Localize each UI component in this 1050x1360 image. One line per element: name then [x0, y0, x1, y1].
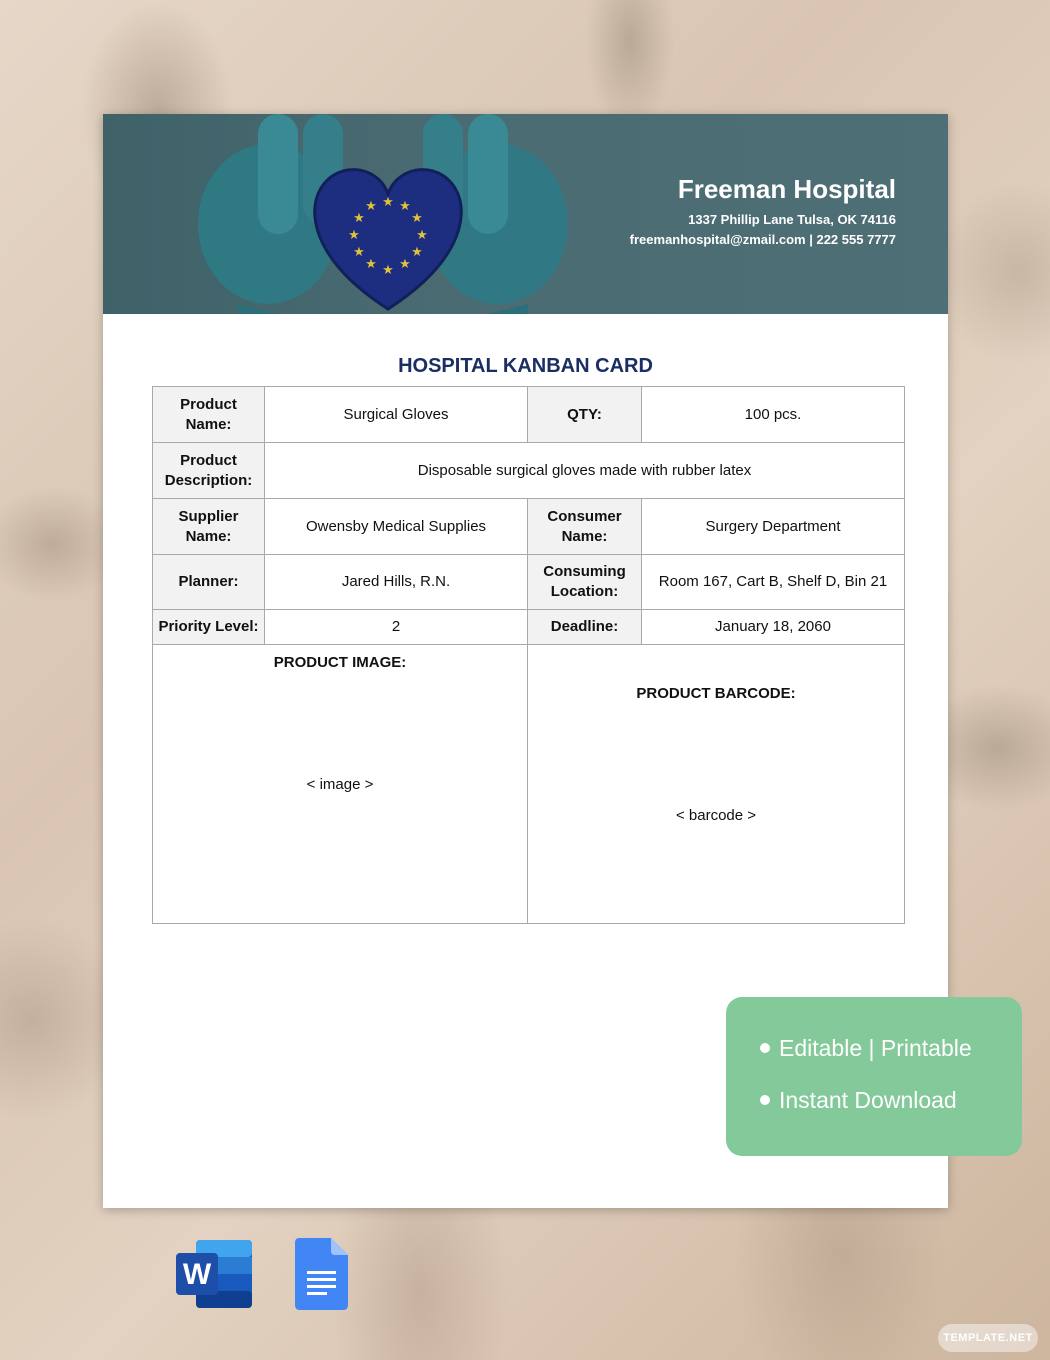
svg-text:★: ★: [365, 199, 377, 214]
planner-label: Planner:: [153, 555, 265, 610]
table-row: [153, 499, 905, 555]
svg-text:★: ★: [411, 211, 423, 226]
description-label: Product Description:: [153, 443, 265, 499]
features-badge: [726, 997, 1022, 1156]
product-name-label: Product Name:: [153, 387, 265, 443]
svg-text:★: ★: [399, 199, 411, 214]
svg-text:★: ★: [416, 228, 428, 243]
template-watermark: TEMPLATE.NET: [938, 1324, 1038, 1352]
svg-text:★: ★: [399, 257, 411, 272]
hospital-name: Freeman Hospital: [677, 174, 896, 204]
planner-value: Jared Hills, R.N.: [265, 555, 528, 610]
svg-text:★: ★: [411, 245, 423, 260]
hospital-address: 1337 Phillip Lane Tulsa, OK 74116: [688, 212, 896, 227]
product-name-value: Surgical Gloves: [265, 387, 528, 443]
table-row: [153, 555, 905, 610]
barcode-placeholder: < barcode >: [675, 807, 757, 824]
deadline-value: January 18, 2060: [642, 610, 905, 645]
bullet-icon: [760, 1043, 770, 1053]
badge-item: [760, 1087, 957, 1114]
word-icon-letter: W: [182, 1258, 212, 1291]
badge-item: [760, 1035, 972, 1062]
product-image-label: PRODUCT IMAGE:: [273, 654, 407, 671]
deadline-label: Deadline:: [528, 610, 642, 645]
priority-label: Priority Level:: [153, 610, 265, 645]
hospital-contact: freemanhospital@zmail.com | 222 555 7777: [629, 232, 896, 247]
product-image-area: [153, 645, 528, 924]
svg-text:★: ★: [365, 257, 377, 272]
priority-value: 2: [265, 610, 528, 645]
qty-value: 100 pcs.: [642, 387, 905, 443]
table-row: [153, 610, 905, 645]
product-barcode-label: PRODUCT BARCODE:: [636, 685, 796, 702]
location-value: Room 167, Cart B, Shelf D, Bin 21: [642, 555, 905, 610]
consumer-label: Consumer Name:: [528, 499, 642, 555]
microsoft-word-icon[interactable]: [174, 1238, 254, 1310]
supplier-value: Owensby Medical Supplies: [265, 499, 528, 555]
bullet-icon: [760, 1095, 770, 1105]
gloved-hands-heart-image: [198, 114, 568, 314]
kanban-table: [152, 386, 905, 924]
svg-text:★: ★: [353, 211, 365, 226]
supplier-label: Supplier Name:: [153, 499, 265, 555]
svg-text:★: ★: [382, 263, 394, 278]
svg-text:★: ★: [353, 245, 365, 260]
image-placeholder: < image >: [306, 776, 374, 793]
header-banner: [103, 114, 948, 314]
svg-text:★: ★: [348, 228, 360, 243]
google-docs-icon[interactable]: [295, 1238, 348, 1310]
card-title: HOSPITAL KANBAN CARD: [398, 355, 653, 377]
table-row: [153, 645, 905, 924]
location-label: Consuming Location:: [528, 555, 642, 610]
badge-item-label: Instant Download: [779, 1087, 957, 1113]
product-barcode-area: [528, 645, 905, 924]
consumer-value: Surgery Department: [642, 499, 905, 555]
description-value: Disposable surgical gloves made with rubber latex: [265, 443, 905, 499]
qty-label: QTY:: [528, 387, 642, 443]
table-row: [153, 443, 905, 499]
badge-item-label: Editable | Printable: [779, 1035, 972, 1061]
table-row: [153, 387, 905, 443]
svg-text:★: ★: [382, 195, 394, 210]
